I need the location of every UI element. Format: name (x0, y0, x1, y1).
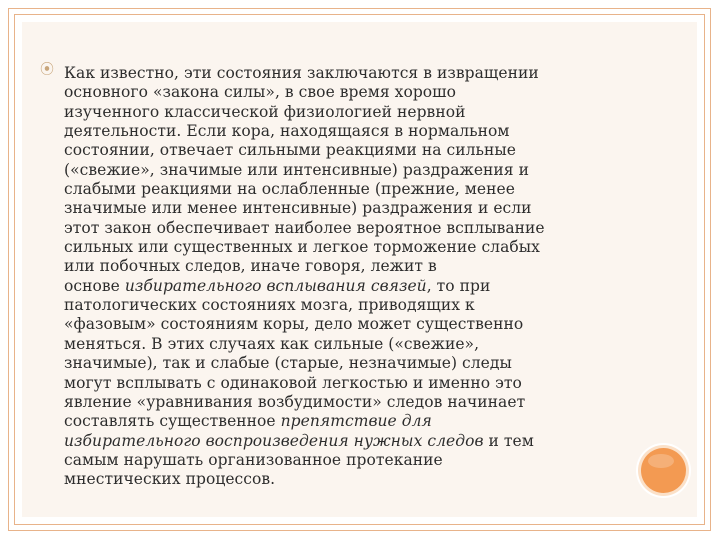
text-line: патологических состояниях мозга, приводящих к (64, 296, 475, 315)
text-line: слабыми реакциями на ослабленные (прежние, менее (64, 180, 515, 199)
text-line: могут всплывать с одинаковой легкостью и именно это (64, 373, 522, 392)
text-line: мнестических процессов. (64, 470, 276, 489)
text-line-with-italic (64, 412, 624, 431)
text-line: меняться. В этих случаях как сильные («свежие», (64, 334, 480, 353)
text-line: состоянии, отвечает сильными реакциями на сильные (64, 141, 516, 160)
text-line: Как известно, эти состояния заключаются в извращении (64, 64, 539, 82)
text-line: или побочных следов, иначе говоря, лежит в (64, 257, 437, 276)
italic-phrase: избирательного воспроизведения нужных следов (64, 431, 484, 450)
text-segment: и тем (483, 431, 534, 450)
italic-phrase: избирательного всплывания связей (124, 276, 427, 295)
text-line: значимые или менее интенсивные) раздражения и если (64, 199, 532, 218)
orange-circle-decoration (641, 448, 686, 493)
text-line: основного «закона силы», в свое время хорошо (64, 83, 457, 102)
bullet-icon: ⦿ (40, 62, 54, 78)
text-line-with-italic (64, 432, 624, 451)
text-segment: составлять существенное (64, 412, 281, 431)
text-line: значимые), так и слабые (старые, незначимые) следы (64, 354, 512, 373)
text-line: сильных или существенных и легкое торможение слабых (64, 238, 540, 257)
text-line: самым нарушать организованное протекание (64, 450, 443, 469)
text-line-with-italic (64, 277, 624, 296)
text-line: деятельности. Если кора, находящаяся в нормальном (64, 122, 510, 141)
text-segment: основе (64, 276, 125, 295)
body-paragraph (64, 64, 624, 490)
text-line: «фазовым» состояниям коры, дело может существенно (64, 315, 524, 334)
text-line: этот закон обеспечивает наиболее вероятное всплывание (64, 218, 545, 237)
text-line: («свежие», значимые или интенсивные) раздражения и (64, 160, 529, 179)
text-line: явление «уравнивания возбудимости» следов начинает (64, 392, 526, 411)
text-line: изученного классической физиологией нервной (64, 102, 466, 121)
text-segment: , то при (426, 276, 491, 295)
italic-phrase: препятствие для (280, 412, 432, 431)
